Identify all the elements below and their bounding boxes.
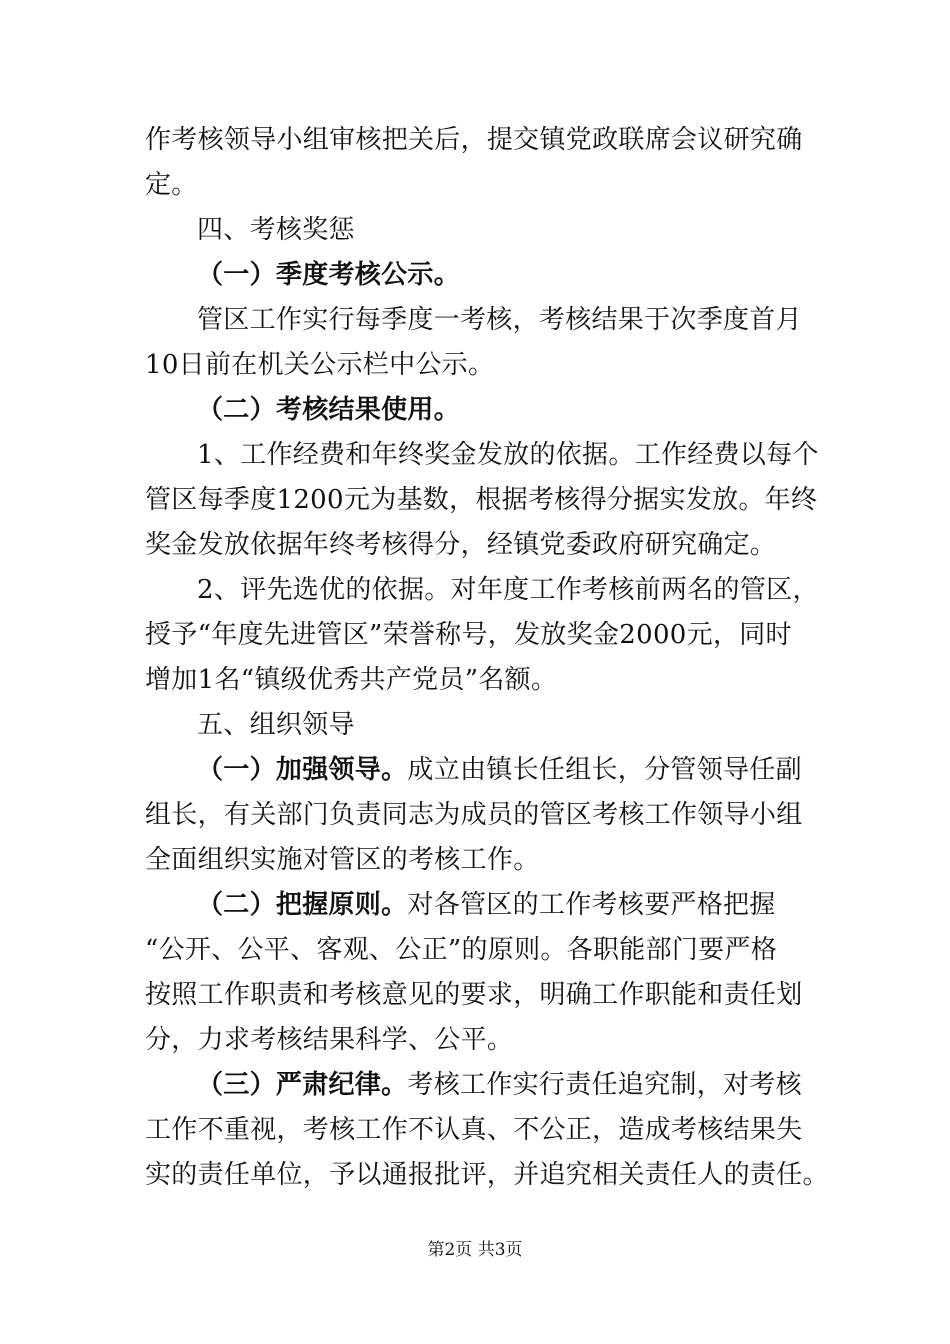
- paragraph-line: 增加1名“镇级优秀共产党员”名额。: [145, 665, 558, 695]
- paragraph-line: （一）加强领导。成立由镇长任组长，分管领导任副: [197, 755, 802, 785]
- paragraph-line: “公开、公平、客观、公正”的原则。各职能部门要严格: [145, 935, 778, 965]
- subsection-heading-results-use: （二）考核结果使用。: [197, 395, 461, 425]
- paragraph-line: 管区每季度1200元为基数，根据考核得分据实发放。年终: [145, 485, 818, 515]
- document-body: [145, 118, 829, 1198]
- paragraph-line: 2、评先选优的依据。对年度工作考核前两名的管区，: [197, 575, 819, 605]
- paragraph-line: 组长，有关部门负责同志为成员的管区考核工作领导小组: [145, 800, 803, 830]
- paragraph-line: 奖金发放依据年终考核得分，经镇党委政府研究确定。: [145, 530, 777, 560]
- inline-heading-principles: （二）把握原则。: [197, 890, 408, 920]
- section-heading-rewards: 四、考核奖惩: [197, 215, 355, 245]
- paragraph-line: 全面组织实施对管区的考核工作。: [145, 845, 540, 875]
- paragraph-line: 1、工作经费和年终奖金发放的依据。工作经费以每个: [197, 440, 819, 470]
- paragraph-line: 分，力求考核结果科学、公平。: [145, 1025, 514, 1055]
- paragraph-line: 授予“年度先进管区”荣誉称号，发放奖金2000元，同时: [145, 620, 792, 650]
- paragraph-line: （二）把握原则。对各管区的工作考核要严格把握: [197, 890, 776, 920]
- section-heading-organization: 五、组织领导: [197, 710, 355, 740]
- paragraph-line: 管区工作实行每季度一考核，考核结果于次季度首月: [197, 305, 802, 335]
- subsection-heading-quarterly: （一）季度考核公示。: [197, 260, 461, 290]
- inline-heading-strengthen-leadership: （一）加强领导。: [197, 755, 408, 785]
- page-number-footer: 第2页 共3页: [427, 1240, 523, 1260]
- paragraph-line: 实的责任单位，予以通报批评，并追究相关责任人的责任。: [145, 1160, 829, 1190]
- paragraph-line: 定。: [145, 170, 198, 200]
- paragraph-line: 工作不重视，考核工作不认真、不公正，造成考核结果失: [145, 1115, 803, 1145]
- paragraph-line: （三）严肃纪律。考核工作实行责任追究制，对考核: [197, 1070, 802, 1100]
- paragraph-line: 按照工作职责和考核意见的要求，明确工作职能和责任划: [145, 980, 803, 1010]
- paragraph-line: 作考核领导小组审核把关后，提交镇党政联席会议研究确: [145, 125, 803, 155]
- paragraph-line: 10日前在机关公示栏中公示。: [145, 350, 495, 380]
- inline-heading-discipline: （三）严肃纪律。: [197, 1070, 408, 1100]
